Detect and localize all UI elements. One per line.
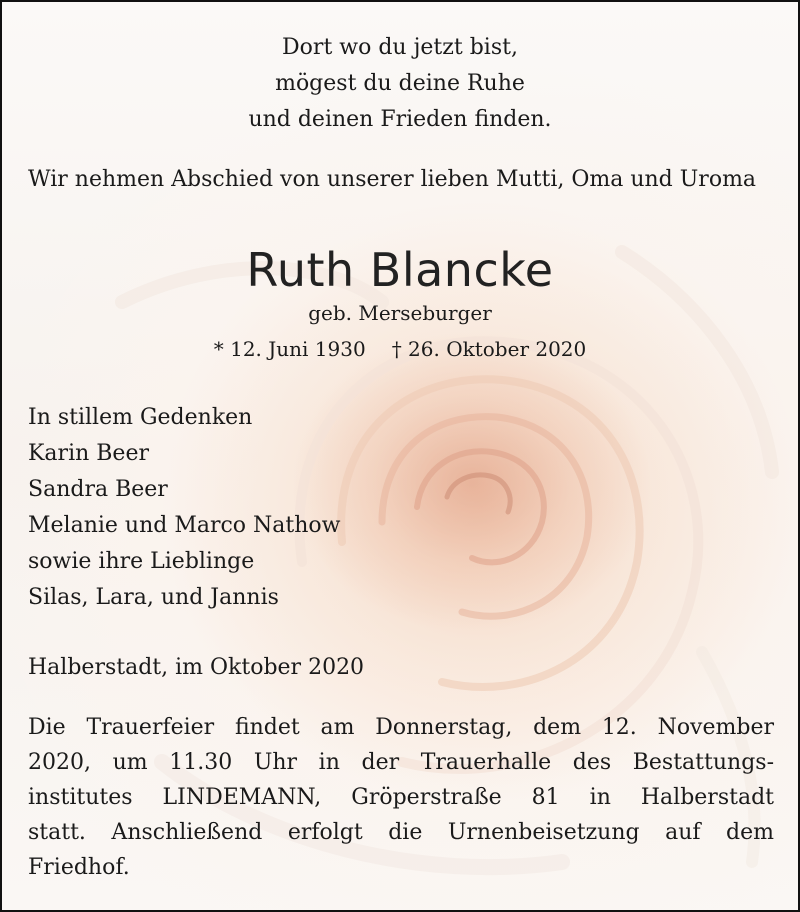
poem-line: mögest du deine Ruhe: [275, 71, 525, 96]
poem-line: Dort wo du jetzt bist,: [282, 35, 518, 60]
mourner-name: Melanie und Marco Nathow: [28, 513, 341, 538]
funeral-info: [28, 710, 774, 885]
poem: [2, 30, 798, 138]
life-dates: [2, 334, 798, 364]
mourners: [28, 400, 528, 616]
mourner-name: sowie ihre Lieblinge: [28, 549, 255, 574]
mourners-heading: In stillem Gedenken: [28, 405, 253, 430]
funeral-line: Friedhof.: [28, 855, 130, 880]
poem-line: und deinen Frieden finden.: [248, 107, 552, 132]
mourner-name: Sandra Beer: [28, 477, 168, 502]
notice-content: [2, 2, 798, 910]
farewell-intro: Wir nehmen Abschied von unserer lieben Mutti, Oma und Uroma: [28, 167, 757, 192]
place-date: Halberstadt, im Oktober 2020: [28, 655, 365, 680]
funeral-line: statt. Anschließend erfolgt die Urnenbeisetzung auf dem: [28, 820, 774, 845]
funeral-line: Die Trauerfeier findet am Donnerstag, dem 12. November: [28, 715, 774, 740]
funeral-line: 2020, um 11.30 Uhr in der Trauerhalle des Bestattungs-: [28, 750, 774, 775]
mourner-name: Silas, Lara, und Jannis: [28, 585, 279, 610]
funeral-line: institutes LINDEMANN, Gröperstraße 81 in Halberstadt: [28, 785, 774, 810]
deceased-name: Ruth Blancke: [246, 243, 554, 297]
birth-name: geb. Merseburger: [308, 301, 492, 325]
death-date: † 26. Oktober 2020: [391, 337, 587, 361]
mourner-name: Karin Beer: [28, 441, 149, 466]
birth-date: * 12. Juni 1930: [213, 337, 366, 361]
